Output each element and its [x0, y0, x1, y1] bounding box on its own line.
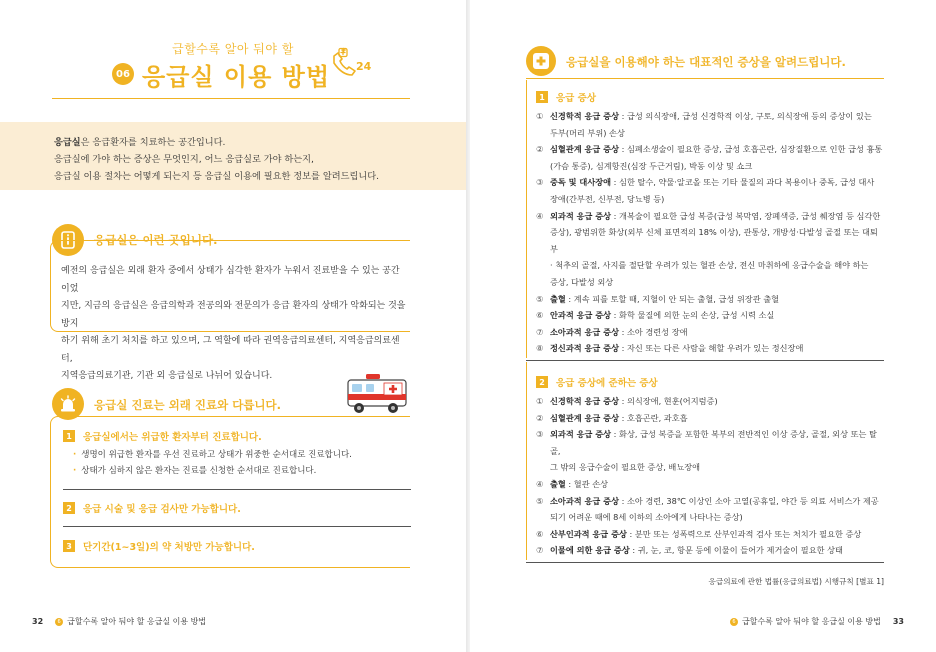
symptom-item — [536, 324, 884, 341]
symptom-description: : 소아 경련, 38℃ 이상인 소아 고열(공휴일, 야간 등 의료 서비스가 제공 — [618, 495, 879, 506]
symptom-text — [550, 141, 882, 158]
symptom-category: 외과적 응급 증상 — [550, 429, 612, 440]
symptom-item — [536, 208, 884, 225]
section-box-about — [50, 240, 410, 381]
symptom-item — [536, 459, 884, 476]
intro-line-2: 응급실에 가야 하는 증상은 무엇인지, 어느 응급실로 가야 하는지, — [54, 154, 314, 165]
symptom-description: 그 밖의 응급수술이 필요한 증상, 배뇨장애 — [550, 462, 701, 473]
item-text: 응급실에서는 위급한 환자부터 진료합니다. — [83, 432, 262, 443]
symptom-item — [536, 476, 884, 493]
footer-text: 급할수록 알아 둬야 할 응급실 이용 방법 — [67, 617, 207, 626]
symptom-number — [536, 257, 550, 274]
symptom-category: 정신과적 응급 증상 — [550, 343, 619, 354]
symptom-text — [550, 410, 688, 427]
symptom-number — [536, 158, 550, 175]
symptom-item — [536, 257, 884, 274]
chapter-header — [112, 58, 330, 90]
symptom-description: : 귀, 눈, 코, 항문 등에 이물이 들어가 제거술이 필요한 상태 — [629, 545, 843, 556]
about-line: 지역응급의료기관, 기관 외 응급실로 나뉘어 있습니다. — [61, 371, 273, 381]
right-page — [470, 0, 936, 652]
symptom-text — [550, 125, 625, 142]
page-number: 33 — [892, 617, 904, 626]
symptom-item — [536, 224, 884, 257]
footer-text: 급할수록 알아 둬야 할 응급실 이용 방법 — [741, 617, 881, 626]
divider — [526, 360, 884, 361]
symptom-number: ④ — [536, 210, 544, 221]
emergency-phone-icon — [330, 48, 372, 82]
symptom-item — [536, 274, 884, 291]
symptom-number — [536, 191, 550, 208]
symptom-number: ⑤ — [536, 293, 544, 304]
symptom-text — [550, 191, 664, 208]
bullet: · 상태가 심하지 않은 환자는 진료를 신청한 순서대로 진료합니다. — [73, 463, 352, 479]
symptom-description: 증상, 다발성 외상 — [550, 276, 614, 287]
symptom-item — [536, 307, 884, 324]
divider — [526, 562, 884, 563]
symptom-text — [550, 307, 774, 324]
symptom-item — [536, 493, 884, 510]
symptom-text — [550, 208, 880, 225]
symptom-text — [550, 459, 700, 476]
symptoms-title: 응급실을 이용해야 하는 대표적인 증상을 알려드립니다. — [566, 55, 846, 69]
symptom-text — [550, 393, 718, 410]
symptom-category: 심혈관계 응급 증상 — [550, 412, 619, 423]
symptom-number — [536, 274, 550, 291]
source-citation: 응급의료에 관한 법률(응급의료법) 시행규칙 [별표 1] — [708, 577, 884, 586]
symptom-description: · 척추의 골절, 사지를 절단할 우려가 있는 혈관 손상, 전신 마취하에 응급수술을 해야 하는 — [550, 260, 869, 271]
group-title: 응급 증상에 준하는 증상 — [556, 378, 658, 389]
ambulance-icon — [346, 374, 408, 416]
symptom-item — [536, 509, 884, 526]
page-number: 32 — [32, 617, 44, 626]
differs-item-1-bullets — [73, 447, 352, 479]
footer-badge: 6 — [730, 618, 738, 626]
symptom-number — [536, 125, 550, 142]
symptom-number: ⑥ — [536, 528, 544, 539]
group-number: 2 — [536, 376, 548, 388]
symptom-category: 산부인과적 응급 증상 — [550, 528, 627, 539]
about-line: 예전의 응급실은 외래 환자 중에서 상태가 심각한 환자가 누워서 진료받을 수 있는 공간이었 — [61, 266, 400, 294]
symptom-number — [536, 459, 550, 476]
about-line: 지만, 지금의 응급실은 응급의학과 전공의와 전문의가 응급 환자의 상태가 악화되는 것을 방지 — [61, 301, 406, 329]
symptom-number: ⑧ — [536, 343, 544, 354]
differs-item-2 — [63, 501, 241, 515]
bullet: · 생명이 위급한 환자를 우선 진료하고 상태가 위중한 순서대로 진료합니다. — [73, 447, 352, 463]
group-number: 1 — [536, 91, 548, 103]
symptom-number: ④ — [536, 478, 544, 489]
footer-badge: 6 — [55, 618, 63, 626]
item-number: 2 — [63, 502, 75, 514]
symptom-description: 두부(머리 부위) 손상 — [550, 127, 625, 138]
item-number: 1 — [63, 430, 75, 442]
symptom-text — [550, 224, 884, 257]
symptom-category: 신경학적 응급 증상 — [550, 111, 619, 121]
item-text: 단기간(1~3일)의 약 처방만 가능합니다. — [83, 542, 255, 553]
symptom-description: : 혈관 손상 — [565, 478, 609, 489]
symptom-item — [536, 542, 884, 559]
symptom-number: ⑥ — [536, 310, 544, 321]
symptom-category: 안과적 응급 증상 — [550, 310, 612, 321]
symptom-category: 심혈관계 응급 증상 — [550, 144, 619, 155]
emergency-symptom-list — [536, 108, 884, 357]
symptom-number: ① — [536, 111, 544, 121]
intro-line-3: 응급실 이용 절차는 어떻게 되는지 등 응급실 이용에 필요한 정보를 알려드립니다. — [54, 171, 380, 182]
symptom-item — [536, 426, 884, 459]
symptom-description: : 심폐소생술이 필요한 증상, 급성 호흡곤란, 심장질환으로 인한 급성 흉통 — [618, 144, 883, 155]
symptom-description: : 자신 또는 다른 사람을 해할 우려가 있는 정신장애 — [618, 343, 804, 354]
icon-badge-24: 24 — [356, 60, 372, 73]
symptom-item — [536, 291, 884, 308]
title-underline — [526, 78, 884, 79]
symptom-item — [536, 158, 884, 175]
symptom-description: 되기 어려운 때에 8세 이하의 소아에게 나타나는 증상) — [550, 512, 743, 523]
symptom-category: 출혈 — [550, 293, 566, 304]
symptom-number: ① — [536, 396, 544, 406]
chapter-subtitle: 급할수록 알아 둬야 할 — [172, 42, 294, 56]
symptom-category: 외과적 응급 증상 — [550, 210, 612, 221]
symptom-item — [536, 410, 884, 427]
symptom-text — [550, 493, 879, 510]
symptom-item — [536, 526, 884, 543]
symptom-number: ② — [536, 412, 544, 423]
medical-cross-icon — [526, 46, 556, 76]
symptom-text — [550, 274, 613, 291]
symptom-category: 신경학적 응급 증상 — [550, 396, 619, 406]
symptom-description: : 소아 경련성 장애 — [618, 326, 688, 337]
intro-line-1: 응급실은 응급환자를 치료하는 공간입니다. — [54, 137, 226, 148]
left-page — [0, 0, 466, 652]
symptom-text — [550, 542, 843, 559]
symptom-category: 소아과적 응급 증상 — [550, 326, 619, 337]
symptom-number: ③ — [536, 429, 544, 440]
symptom-number: ② — [536, 144, 544, 155]
divider — [63, 526, 411, 527]
footer-right — [730, 616, 904, 627]
header-underline — [52, 98, 410, 99]
symptom-description: : 화상, 급성 복증을 포함한 복부의 전반적인 이상 증상, 골절, 외상 또는 탈골, — [550, 429, 877, 456]
symptom-number: ⑤ — [536, 495, 544, 506]
symptom-item — [536, 125, 884, 142]
symptom-description: : 호흡곤란, 과호흡 — [618, 412, 688, 423]
symptom-number: ⑦ — [536, 545, 544, 556]
symptom-description: : 계속 피를 토할 때, 지혈이 안 되는 출혈, 급성 위장관 출혈 — [565, 293, 780, 304]
symptom-category: 이물에 의한 응급 증상 — [550, 545, 630, 556]
intro-box — [0, 122, 466, 190]
symptom-item — [536, 191, 884, 208]
differs-item-3 — [63, 539, 255, 553]
symptom-text — [550, 108, 872, 125]
symptom-text — [550, 174, 874, 191]
footer-left — [32, 616, 206, 627]
symptom-description: 증상), 광범위한 화상(외부 신체 표면적의 18% 이상), 관통상, 개방성·다발성 골절 또는 대퇴부 — [550, 227, 878, 254]
symptom-text — [550, 526, 861, 543]
symptom-description: : 화학 물질에 의한 눈의 손상, 급성 시력 소실 — [611, 310, 775, 321]
differs-item-1 — [63, 429, 262, 443]
section-title-about: 응급실은 이런 곳입니다. — [94, 233, 218, 247]
symptom-item — [536, 340, 884, 357]
symptom-number — [536, 224, 550, 257]
symptom-item — [536, 174, 884, 191]
chapter-number-badge: 06 — [112, 63, 134, 85]
symptom-category: 중독 및 대사장애 — [550, 177, 612, 188]
symptom-text — [550, 291, 779, 308]
symptom-text — [550, 340, 803, 357]
divider — [63, 489, 411, 490]
symptom-text — [550, 426, 884, 459]
symptom-text — [550, 158, 752, 175]
symptom-number — [536, 509, 550, 526]
symptom-category: 출혈 — [550, 478, 566, 489]
item-text: 응급 시술 및 응급 검사만 가능합니다. — [83, 504, 241, 515]
symptom-description: 장애(간부전, 신부전, 당뇨병 등) — [550, 193, 665, 204]
symptom-text — [550, 509, 743, 526]
symptom-description: : 분만 또는 성폭력으로 산부인과적 검사 또는 처치가 필요한 증상 — [626, 528, 862, 539]
item-number: 3 — [63, 540, 75, 552]
quasi-emergency-symptom-list — [536, 393, 884, 559]
symptom-description: : 심한 탈수, 약물·알코올 또는 기타 물질의 과다 복용이나 중독, 급성 대사 — [611, 177, 875, 188]
symptom-number: ⑦ — [536, 326, 544, 337]
symptom-item — [536, 108, 884, 125]
group-1-header — [536, 90, 596, 104]
symptom-category: 소아과적 응급 증상 — [550, 495, 619, 506]
symptom-description: : 개복술이 필요한 급성 복증(급성 복막염, 장폐색증, 급성 췌장염 등 심각한 — [611, 210, 881, 221]
symptom-description: : 의식장애, 현훈(어지럼증) — [618, 396, 718, 406]
group-2-header — [536, 375, 658, 389]
page-title: 응급실 이용 방법 — [142, 62, 330, 91]
section-box-differs — [50, 416, 410, 568]
symptom-text — [550, 257, 868, 274]
about-line: 하기 위해 초기 처치를 하고 있으며, 그 역할에 따라 권역응급의료센터, 지역응급의료센터, — [61, 336, 400, 364]
symptom-text — [550, 324, 688, 341]
symptom-item — [536, 141, 884, 158]
group-title: 응급 증상 — [556, 93, 597, 104]
symptom-description: (가슴 통증), 심계항진(심장 두근거림), 박동 이상 및 쇼크 — [550, 160, 753, 171]
section-title-differs: 응급실 진료는 외래 진료와 다릅니다. — [94, 398, 282, 412]
symptom-number: ③ — [536, 177, 544, 188]
symptom-item — [536, 393, 884, 410]
symptom-description: : 급성 의식장애, 급성 신경학적 이상, 구토, 의식장애 등의 증상이 있는 — [618, 111, 872, 121]
symptom-text — [550, 476, 608, 493]
